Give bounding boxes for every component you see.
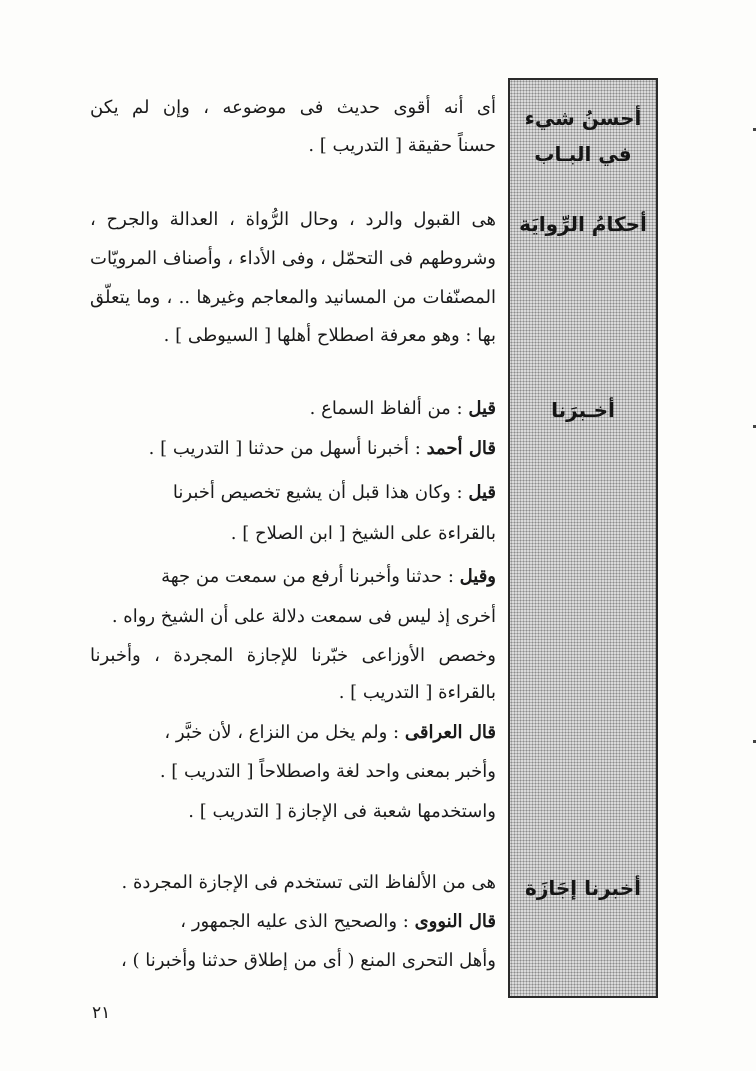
entry-line: واستخدمها شعبة فى الإجازة [ التدريب ] .: [188, 801, 496, 822]
speaker-label: قيل: [468, 398, 496, 419]
entry-line: [90, 478, 496, 508]
entry-line: بها : وهو معرفة اصطلاح أهلها [ السيوطى ] .: [163, 325, 496, 346]
entry-line: [90, 718, 496, 748]
entry-line: بالقراءة [ التدريب ] .: [338, 682, 496, 703]
entry-line: بالقراءة على الشيخ [ ابن الصلاح ] .: [230, 523, 496, 544]
entry-line: المصنّفات من المسانيد والمعاجم وغيرها .. ، وما يتعلّق: [90, 287, 496, 308]
term-ahsan: أحسنُ شيء في البـاب: [524, 106, 642, 166]
quote-text: : أخبرنا أسهل من حدثنا [ التدريب ] .: [148, 438, 421, 459]
term-akhbarana-ijaza: أخبرنا إجَازَة: [525, 876, 641, 900]
speaker-label: وقيل: [459, 566, 496, 587]
entry-line: حسناً حقيقة [ التدريب ] .: [308, 135, 496, 156]
term-ahkam-alriwaya: أحكامُ الرِّوايَة: [519, 212, 647, 236]
entry-line: وخصص الأوزاعى خبّرنا للإجازة المجردة ، وأخبرنا: [90, 645, 496, 666]
entry-line: هى القبول والرد ، وحال الرُّواة ، العدالة والجرح ،: [90, 209, 496, 230]
terms-sidebar: [508, 78, 658, 998]
entry-line: [90, 907, 496, 937]
entry-line: وأهل التحرى المنع ( أى من إطلاق حدثنا وأخبرنا ) ،: [121, 950, 496, 971]
quote-text: : والصحيح الذى عليه الجمهور ،: [180, 911, 409, 932]
entry-line: [90, 394, 496, 424]
entry-line: هى من الألفاظ التى تستخدم فى الإجازة المجردة .: [121, 872, 496, 893]
quote-text: : وكان هذا قبل أن يشيع تخصيص أخبرنا: [172, 482, 463, 503]
entry-line: [90, 434, 496, 464]
speaker-label: قيل: [468, 482, 496, 503]
quote-text: : من ألفاظ السماع .: [309, 398, 463, 419]
speaker-label: قال النووى: [414, 911, 496, 932]
page-number: ٢١: [92, 1003, 111, 1023]
entry-line: وأخبر بمعنى واحد لغة واصطلاحاً [ التدريب ] .: [159, 761, 496, 782]
quote-text: : حدثنا وأخبرنا أرفع من سمعت من جهة: [161, 566, 454, 587]
quote-text: : ولم يخل من النزاع ، لأن خبَّر ،: [164, 722, 400, 743]
entry-line: أخرى إذ ليس فى سمعت دلالة على أن الشيخ رواه .: [111, 606, 496, 627]
term-akhbarana: أخـبرَنا: [551, 398, 615, 422]
entry-line: أى أنه أقوى حديث فى موضوعه ، وإن لم يكن: [90, 97, 496, 118]
speaker-label: قال العراقى: [404, 722, 496, 743]
entry-line: وشروطهم فى التحمّل ، وفى الأداء ، وأصناف المرويّات: [90, 248, 496, 269]
speaker-label: قال أحمد: [426, 438, 496, 459]
entry-line: [90, 562, 496, 592]
